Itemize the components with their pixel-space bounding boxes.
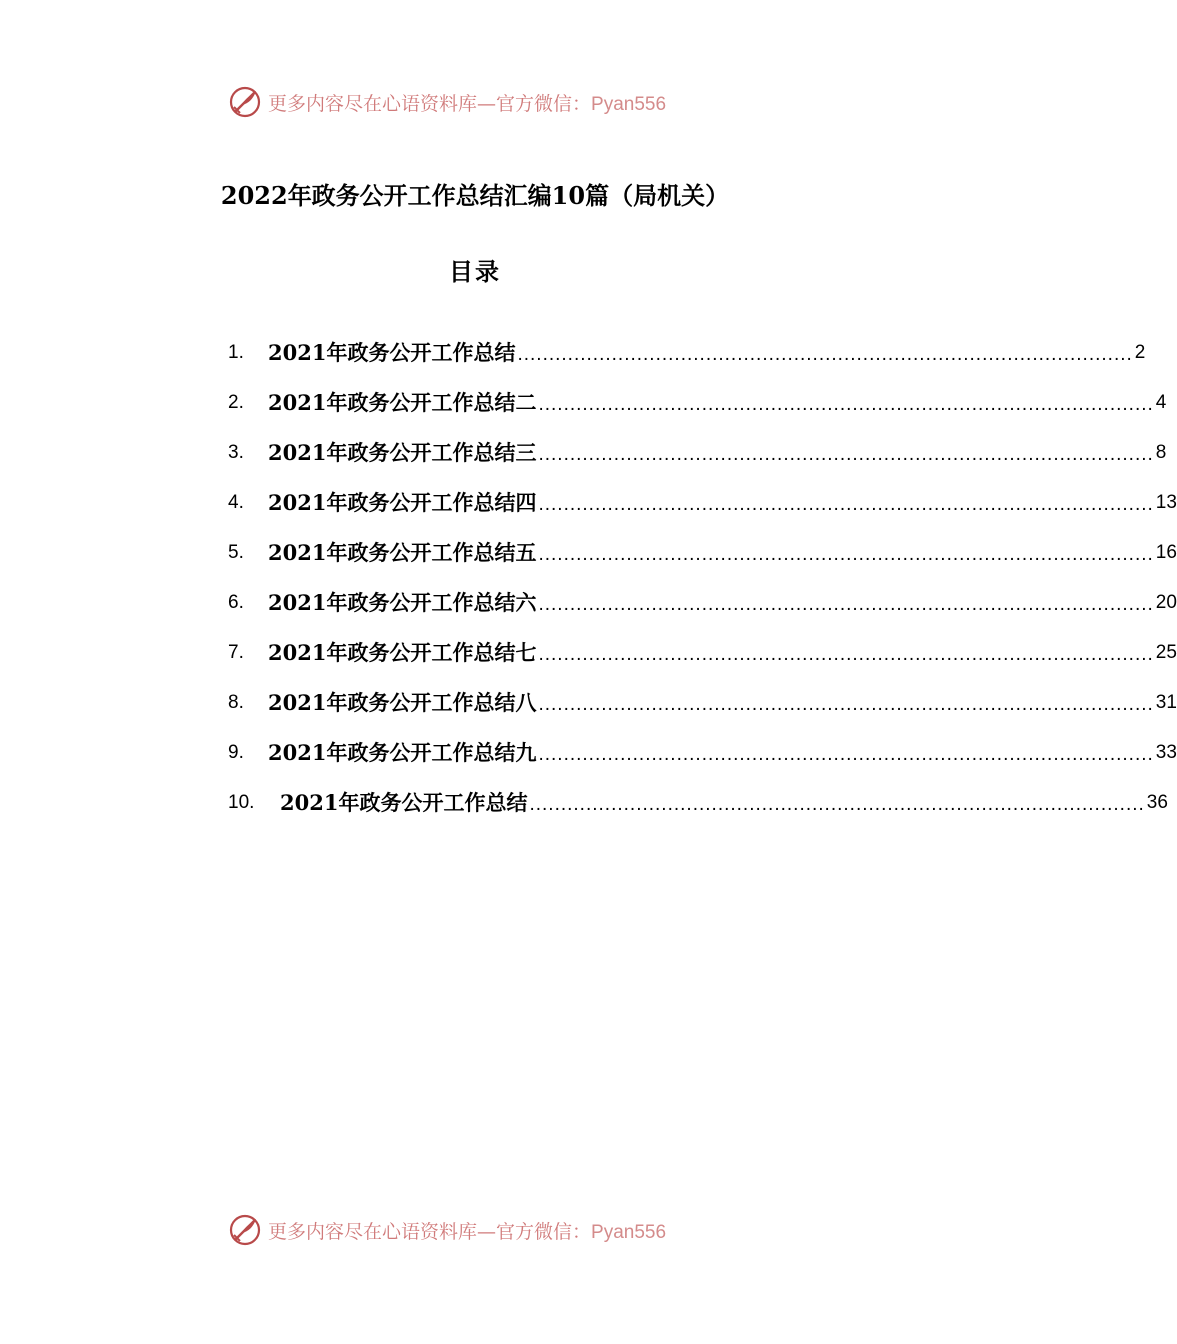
toc-entry[interactable] — [228, 328, 1146, 378]
toc-entry-title: 2021年政务公开工作总结三 — [268, 440, 537, 465]
toc-entry-title: 2021年政务公开工作总结 — [268, 340, 516, 365]
toc-heading: 目录 — [449, 257, 501, 286]
toc-leader-dots: .................................................................................................. — [538, 744, 1154, 765]
toc-entry[interactable] — [228, 528, 1177, 578]
toc-entry-title: 2021年政务公开工作总结六 — [268, 590, 537, 615]
header-wechat-id: Pyan556 — [591, 93, 667, 115]
toc-leader-dots: .................................................................................................. — [538, 394, 1154, 415]
toc-entry-number: 2. — [228, 392, 244, 413]
toc-leader-dots: .................................................................................................. — [538, 444, 1154, 465]
footer-banner-text: 更多内容尽在心语资料库—官方微信：Pyan556 — [268, 1220, 667, 1243]
quill-pen-logo-icon — [228, 1213, 262, 1247]
toc-leader-dots: .................................................................................................. — [538, 644, 1154, 665]
toc-leader-dots: .................................................................................................. — [538, 594, 1154, 615]
document-title: 2022年政务公开工作总结汇编10篇（局机关） — [220, 181, 730, 210]
toc-entry[interactable] — [228, 378, 1167, 428]
toc-leader-dots: .................................................................................................. — [529, 794, 1145, 815]
toc-leader-dots: .................................................................................................. — [538, 544, 1154, 565]
toc-entry-page: 25 — [1155, 642, 1177, 663]
toc-entry-page: 31 — [1155, 692, 1177, 713]
toc-entry[interactable] — [228, 678, 1177, 728]
toc-leader-dots: .................................................................................................. — [517, 344, 1133, 365]
toc-entry-number: 3. — [228, 442, 244, 463]
toc-entry-number: 6. — [228, 592, 244, 613]
toc-entry[interactable] — [228, 628, 1177, 678]
toc-entry-page: 13 — [1155, 492, 1177, 513]
toc-entry-page: 33 — [1155, 742, 1177, 763]
toc-entry-number: 7. — [228, 642, 244, 663]
toc-entry-number: 10. — [228, 792, 255, 813]
toc-entry-title: 2021年政务公开工作总结五 — [268, 540, 537, 565]
toc-entry[interactable] — [228, 428, 1167, 478]
toc-entry-page: 16 — [1155, 542, 1177, 563]
toc-entry-number: 9. — [228, 742, 244, 763]
toc-entry-number: 4. — [228, 492, 244, 513]
quill-pen-logo-icon — [228, 85, 262, 119]
toc-entry-page: 20 — [1155, 592, 1177, 613]
toc-entry-number: 1. — [228, 342, 244, 363]
toc-entry-number: 5. — [228, 542, 244, 563]
toc-entry[interactable] — [228, 778, 1168, 828]
toc-leader-dots: .................................................................................................. — [538, 494, 1154, 515]
toc-entry-page: 4 — [1155, 392, 1167, 413]
toc-entry-title: 2021年政务公开工作总结 — [280, 790, 528, 815]
toc-entry-page: 2 — [1134, 342, 1146, 363]
toc-entry[interactable] — [228, 578, 1177, 628]
toc-entry-page: 36 — [1146, 792, 1168, 813]
toc-entry-page: 8 — [1155, 442, 1167, 463]
toc-entry-title: 2021年政务公开工作总结二 — [268, 390, 537, 415]
footer-wechat-id: Pyan556 — [591, 1221, 667, 1243]
toc-entry[interactable] — [228, 478, 1177, 528]
header-watermark-banner — [228, 84, 748, 120]
toc-leader-dots: .................................................................................................. — [538, 694, 1154, 715]
footer-watermark-banner — [228, 1212, 748, 1248]
toc-entry-title: 2021年政务公开工作总结四 — [268, 490, 537, 515]
table-of-contents — [228, 328, 1177, 828]
header-banner-text: 更多内容尽在心语资料库—官方微信：Pyan556 — [268, 92, 667, 115]
toc-entry-title: 2021年政务公开工作总结八 — [268, 690, 537, 715]
toc-entry-title: 2021年政务公开工作总结九 — [268, 740, 537, 765]
toc-entry-title: 2021年政务公开工作总结七 — [268, 640, 537, 665]
toc-entry-number: 8. — [228, 692, 244, 713]
toc-entry[interactable] — [228, 728, 1177, 778]
